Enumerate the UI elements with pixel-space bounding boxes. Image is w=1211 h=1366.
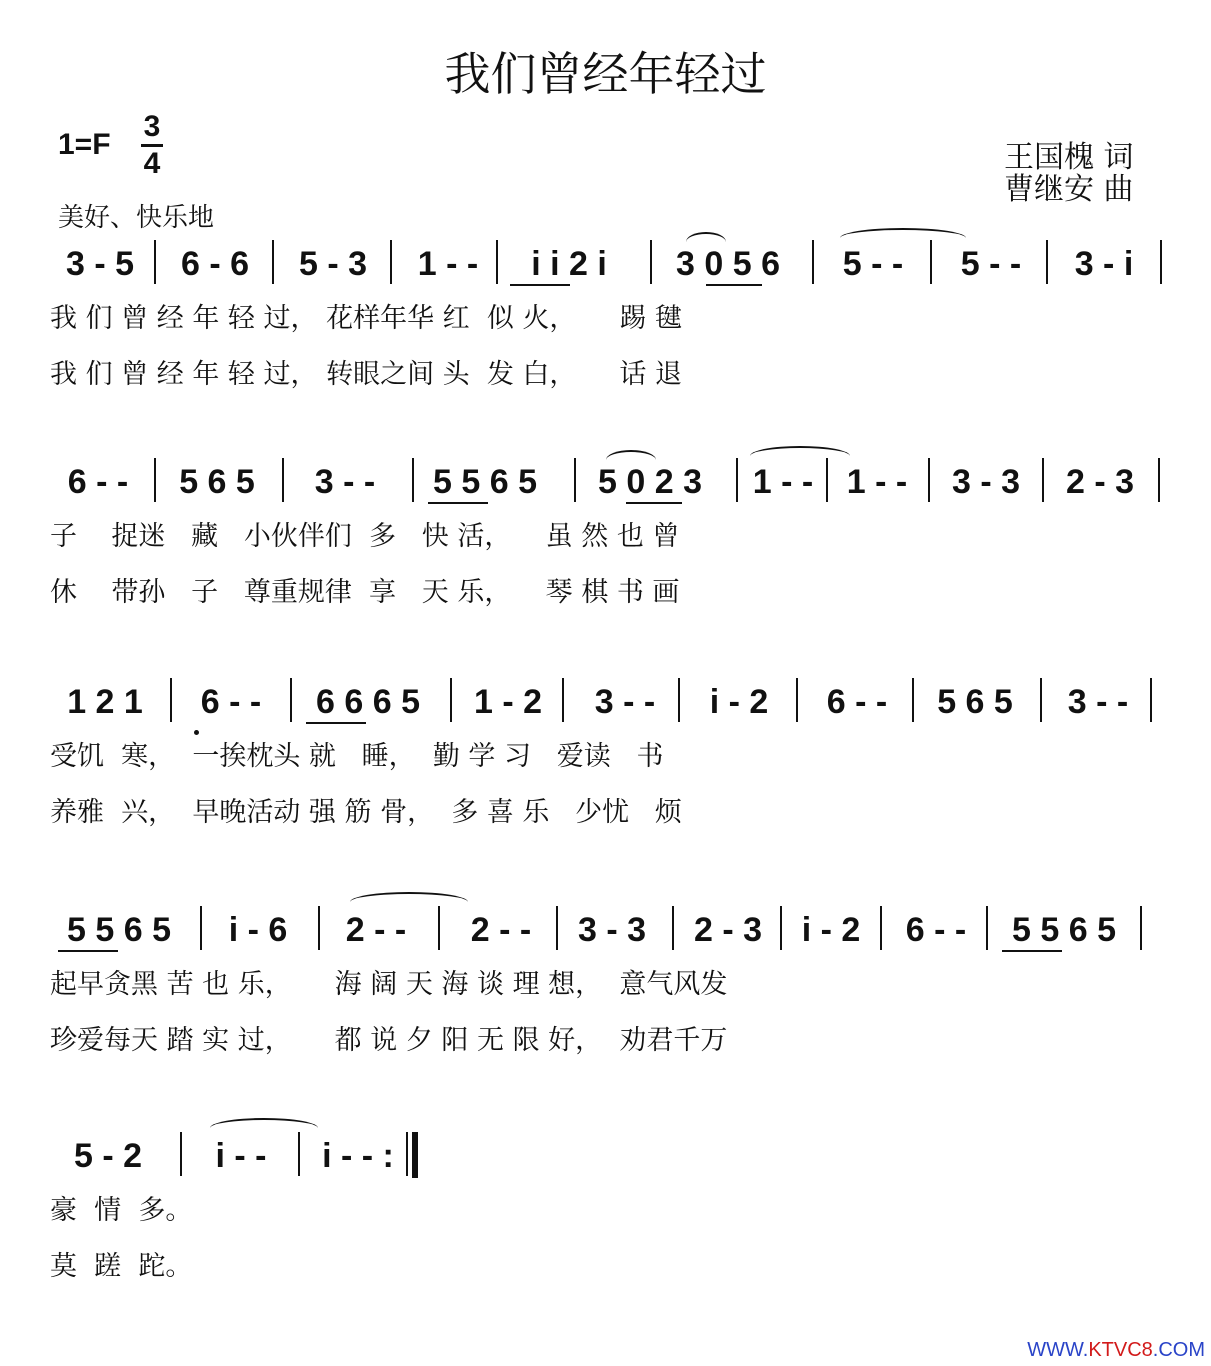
barline xyxy=(796,678,798,722)
lyrics-verse-1: 我 们 曾 经 年 轻 过， 花样年华 红 似 火， 踢 毽 xyxy=(50,303,682,334)
notes-row xyxy=(50,454,1175,510)
barline xyxy=(272,240,274,284)
final-barline-thin xyxy=(406,1132,408,1176)
eighth-beam xyxy=(306,722,366,724)
measure: i - - : xyxy=(322,1137,394,1175)
measure: 1 - 2 xyxy=(473,683,543,721)
notes-row xyxy=(50,674,1175,730)
watermark-suffix: .COM xyxy=(1152,1339,1205,1361)
measure: 3 - 3 xyxy=(577,911,647,949)
measure: 5 5 6 5 xyxy=(433,463,537,501)
barline xyxy=(678,678,680,722)
barline xyxy=(1042,458,1044,502)
lyrics-verse-2: 莫 蹉 跎。 xyxy=(50,1251,193,1282)
barline xyxy=(412,458,414,502)
eighth-beam xyxy=(58,950,118,952)
measure: 6 - - xyxy=(67,463,129,501)
site-watermark xyxy=(1027,1339,1205,1362)
measure: 3 0 5 6 xyxy=(676,245,780,283)
measure: i - 2 xyxy=(709,683,769,721)
barline xyxy=(390,240,392,284)
measure: 6 - - xyxy=(200,683,262,721)
time-signature xyxy=(140,110,164,181)
watermark-prefix: WWW. xyxy=(1027,1339,1089,1361)
barline xyxy=(928,458,930,502)
measure: 1 2 1 xyxy=(67,683,143,721)
notes-row xyxy=(50,1128,1175,1184)
notes-row xyxy=(50,902,1175,958)
barline xyxy=(736,458,738,502)
barline xyxy=(574,458,576,502)
barline xyxy=(154,458,156,502)
measure: 6 - - xyxy=(826,683,888,721)
measure: 3 - - xyxy=(594,683,656,721)
barline xyxy=(880,906,882,950)
measure: 2 - 3 xyxy=(1065,463,1135,501)
watermark-brand: KTVC8 xyxy=(1088,1339,1153,1361)
barline xyxy=(180,1132,182,1176)
measure: i - 6 xyxy=(228,911,288,949)
measure: 2 - - xyxy=(470,911,532,949)
measure: 5 5 6 5 xyxy=(1012,911,1116,949)
system-3 xyxy=(50,674,1175,834)
lyricist-credit: 王国槐 词 xyxy=(1004,140,1134,175)
barline xyxy=(200,906,202,950)
barline xyxy=(170,678,172,722)
barline xyxy=(562,678,564,722)
measure: 5 6 5 xyxy=(179,463,255,501)
barline xyxy=(1040,678,1042,722)
measure: 3 - - xyxy=(314,463,376,501)
key-signature: 1=F xyxy=(58,128,111,161)
barline xyxy=(450,678,452,722)
barline xyxy=(1160,240,1162,284)
measure: i - 2 xyxy=(801,911,861,949)
time-signature-bottom: 4 xyxy=(143,147,161,180)
measure: 2 - - xyxy=(345,911,407,949)
measure: 1 - - xyxy=(752,463,814,501)
barline xyxy=(438,906,440,950)
measure: 2 - 3 xyxy=(693,911,763,949)
barline xyxy=(556,906,558,950)
measure: 6 - - xyxy=(905,911,967,949)
measure: 1 - - xyxy=(417,245,479,283)
lyrics-verse-1: 起早贪黑 苦 也 乐， 海 阔 天 海 谈 理 想， 意气风发 xyxy=(50,969,728,1000)
tie xyxy=(840,228,966,248)
measure: 5 - - xyxy=(960,245,1022,283)
eighth-beam xyxy=(428,502,488,504)
notes-row xyxy=(50,236,1175,292)
barline xyxy=(650,240,652,284)
final-barline-thick xyxy=(412,1132,418,1178)
slur xyxy=(606,450,656,470)
barline xyxy=(812,240,814,284)
barline xyxy=(154,240,156,284)
measure: 5 6 5 xyxy=(937,683,1013,721)
barline xyxy=(496,240,498,284)
lyrics-verse-2: 休 带孙 子 尊重规律 享 天 乐， 琴 棋 书 画 xyxy=(50,577,680,608)
barline xyxy=(1046,240,1048,284)
measure: 1 - - xyxy=(846,463,908,501)
barline xyxy=(1158,458,1160,502)
barline xyxy=(1150,678,1152,722)
measure: 6 - 6 xyxy=(180,245,250,283)
lyrics-verse-1: 子 捉迷 藏 小伙伴们 多 快 活， 虽 然 也 曾 xyxy=(50,521,680,552)
barline xyxy=(298,1132,300,1176)
composer-credit: 曹继安 曲 xyxy=(1004,172,1134,207)
eighth-beam xyxy=(706,284,762,286)
measure: 5 - 2 xyxy=(73,1137,143,1175)
measure: 5 - 3 xyxy=(298,245,368,283)
barline xyxy=(282,458,284,502)
tie xyxy=(210,1118,318,1138)
system-2 xyxy=(50,454,1175,614)
barline xyxy=(318,906,320,950)
tie xyxy=(750,446,850,466)
lyrics-verse-2: 珍爱每天 踏 实 过， 都 说 夕 阳 无 限 好， 劝君千万 xyxy=(50,1025,728,1056)
song-title: 我们曾经年轻过 xyxy=(444,47,767,101)
measure: 3 - 3 xyxy=(951,463,1021,501)
tempo-marking: 美好、快乐地 xyxy=(58,203,215,233)
measure: i i 2 i xyxy=(531,245,607,283)
measure: 3 - i xyxy=(1074,245,1134,283)
barline xyxy=(912,678,914,722)
barline xyxy=(986,906,988,950)
measure: 5 - - xyxy=(842,245,904,283)
barline xyxy=(290,678,292,722)
measure: 5 0 2 3 xyxy=(598,463,702,501)
system-4 xyxy=(50,902,1175,1062)
tie xyxy=(350,892,468,912)
measure: 3 - - xyxy=(1067,683,1129,721)
measure: 5 5 6 5 xyxy=(67,911,171,949)
eighth-beam xyxy=(626,502,682,504)
lyrics-verse-2: 养雅 兴， 早晚活动 强 筋 骨， 多 喜 乐 少忧 烦 xyxy=(50,797,682,828)
lyrics-verse-2: 我 们 曾 经 年 轻 过， 转眼之间 头 发 白， 话 退 xyxy=(50,359,682,390)
eighth-beam xyxy=(1002,950,1062,952)
measure: 6 6 6 5 xyxy=(316,683,420,721)
system-5 xyxy=(50,1128,1175,1288)
eighth-beam xyxy=(510,284,570,286)
lyrics-verse-1: 豪 情 多。 xyxy=(50,1195,193,1226)
barline xyxy=(780,906,782,950)
measure: i - - xyxy=(215,1137,267,1175)
barline xyxy=(1140,906,1142,950)
lyrics-verse-1: 受饥 寒， 一挨枕头 就 睡， 勤 学 习 爱读 书 xyxy=(50,741,664,772)
barline xyxy=(672,906,674,950)
measure: 3 - 5 xyxy=(65,245,135,283)
slur xyxy=(686,232,726,252)
system-1 xyxy=(50,236,1175,396)
time-signature-top: 3 xyxy=(143,110,161,143)
